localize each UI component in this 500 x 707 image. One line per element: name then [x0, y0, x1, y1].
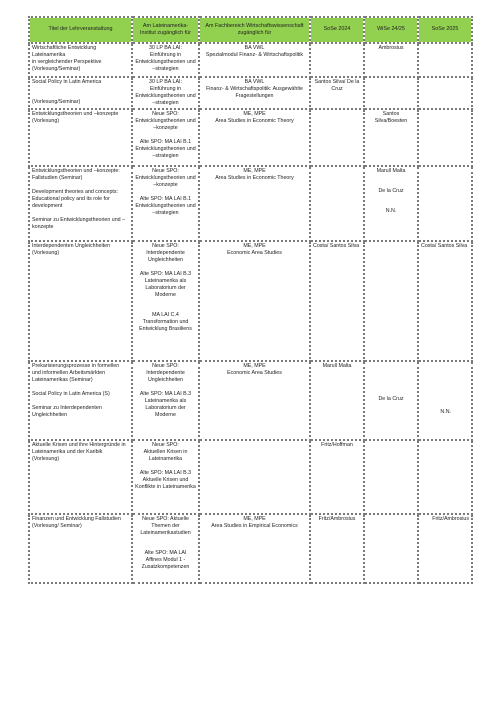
institute-line: MA LAI C.4	[152, 311, 179, 318]
course-title-cell	[29, 43, 132, 77]
course-title-line: (Vorlesung/Seminar)	[32, 65, 81, 72]
department-line: ME, MPE	[243, 362, 266, 369]
wise-24-25-cell	[364, 166, 418, 241]
course-title-cell	[29, 77, 132, 109]
institute-cell	[132, 43, 199, 77]
wise-24-25-cell	[364, 514, 418, 583]
institute-line: Alte SPO: MA LAI B.1	[139, 138, 192, 145]
sose-2024-cell: Fritz/Ambrosius	[310, 514, 364, 583]
course-title-cell	[29, 361, 132, 440]
institute-line: Entwicklungstheorien und –strategien	[135, 202, 196, 216]
institute-line: Aktuelle Krisen und Konflikte in Lateinamerika	[135, 476, 196, 490]
sose-2025-cell	[418, 361, 472, 440]
sose-2025-cell	[418, 166, 472, 241]
wise-24-25-cell: Santos Silva/Boesten	[364, 109, 418, 166]
institute-line: Entwicklungstheorien und –strategien	[135, 145, 196, 159]
wise-24-25-cell: Ambrosius	[364, 43, 418, 77]
sose-2024-cell	[310, 166, 364, 241]
wise-24-25-cell	[364, 77, 418, 109]
institute-line: Alte SPO: MA LAI B.3	[139, 270, 192, 277]
institute-cell	[132, 440, 199, 514]
institute-line: Alte SPO: MA LAI B.3	[139, 469, 192, 476]
department-line: BA VWL	[244, 79, 265, 85]
institute-line: Interdependente Ungleichheiten	[146, 369, 185, 383]
institute-cell	[132, 361, 199, 440]
lecturer-line: N.N.	[440, 408, 451, 415]
course-title-line: Aktuelle Krisen und ihre Hintergründe in Lateinamerika und der Karibik (Vorlesung)	[32, 441, 126, 462]
institute-cell	[132, 77, 199, 109]
course-title-line: in vergleichender Perspektive	[32, 58, 102, 65]
lecturer-line: Marull Malta	[376, 167, 406, 174]
department-line: Economic Area Studies	[227, 249, 282, 256]
course-title-line: Entwicklungstheorien und –konzepte: Fallstudien (Seminar)	[32, 167, 120, 181]
lecturer-line: De la Cruz	[378, 187, 404, 194]
institute-line: Lateinamerika als Laboratorium der Moderne	[144, 277, 187, 298]
department-line: Area Studies in Economic Theory	[215, 117, 294, 124]
table-row	[29, 440, 472, 514]
wise-24-25-cell	[364, 361, 418, 440]
institute-line: Neue SPO: Aktuelle Themen der Lateinamerikastudien	[140, 515, 191, 536]
institute-line: Neue SPO:	[152, 167, 179, 174]
course-title-line: Development theories and concepts: Educational policy and its role for development	[32, 188, 118, 209]
department-cell	[199, 361, 310, 440]
table-row	[29, 109, 472, 166]
department-cell	[199, 166, 310, 241]
institute-line: Lateinamerika als Laboratorium der Moderne	[144, 397, 187, 418]
course-title-cell	[29, 166, 132, 241]
course-title-line: (Vorlesung/Seminar)	[32, 98, 81, 105]
course-title-line: Wirtschaftliche Entwicklung Lateinamerika	[32, 45, 97, 58]
institute-line: Neue SPO:	[152, 362, 179, 369]
course-title-line: Seminar zu Interdependenten Ungleichheiten	[32, 404, 102, 418]
department-line: Spezialmodul Finanz- & Wirtschaftspolitik	[205, 51, 304, 58]
institute-line: 30 LP BA LAI:	[149, 79, 182, 85]
sose-2024-cell	[310, 109, 364, 166]
institute-cell	[132, 514, 199, 583]
sose-2024-cell	[310, 43, 364, 77]
header-title: Titel der Lehrveranstaltung	[29, 17, 132, 43]
table-row	[29, 77, 472, 109]
course-title-cell	[29, 514, 132, 583]
department-line: BA VWL	[244, 45, 265, 51]
course-title-cell	[29, 109, 132, 166]
institute-line: Einführung in Entwicklungstheorien und –strategien	[135, 51, 196, 72]
table-row	[29, 43, 472, 77]
course-table	[28, 16, 473, 584]
wise-24-25-cell	[364, 241, 418, 361]
institute-line: 30 LP BA LAI:	[149, 45, 182, 51]
department-line: Economic Area Studies	[227, 369, 282, 376]
institute-cell	[132, 109, 199, 166]
department-line: ME, MPE	[243, 167, 266, 174]
sose-2025-cell	[418, 77, 472, 109]
header-sose-2025: SoSe 2025	[418, 17, 472, 43]
sose-2024-cell: Fritz/Hoffman	[310, 440, 364, 514]
table-row	[29, 514, 472, 583]
course-title-cell	[29, 241, 132, 361]
department-line: Finanz- & Wirtschaftspolitik: Ausgewählte Fragestellungen	[206, 85, 303, 99]
sose-2025-cell	[418, 440, 472, 514]
sose-2024-cell: Santos Silva/ De la Cruz	[310, 77, 364, 109]
institute-line: Alte SPO: MA LAI B.3	[139, 390, 192, 397]
department-cell	[199, 440, 310, 514]
institute-line: Einführung in Entwicklungstheorien und –strategien	[135, 85, 196, 106]
table-row	[29, 166, 472, 241]
lecturer-line: N.N.	[385, 207, 397, 214]
department-line: ME, MPE	[243, 110, 266, 117]
institute-line: Neue SPO:	[152, 110, 179, 117]
sose-2024-cell: Marull Malta	[310, 361, 364, 440]
table-row	[29, 241, 472, 361]
sose-2025-cell: Costa/ Santos Silva	[418, 241, 472, 361]
department-line: ME, MPE	[243, 242, 266, 249]
course-title-cell	[29, 440, 132, 514]
department-cell	[199, 241, 310, 361]
sose-2025-cell	[418, 43, 472, 77]
sose-2025-cell	[418, 109, 472, 166]
institute-cell	[132, 166, 199, 241]
wise-24-25-cell	[364, 440, 418, 514]
department-line: Area Studies in Empirical Economics	[211, 522, 298, 529]
department-cell	[199, 109, 310, 166]
department-line: Area Studies in Economic Theory	[215, 174, 294, 181]
institute-line: Transformation und Entwicklung Brasiliens	[139, 318, 192, 332]
course-title-line: Entwicklungstheorien und –konzepte	[32, 110, 119, 117]
department-cell	[199, 43, 310, 77]
table-row	[29, 361, 472, 440]
institute-cell	[132, 241, 199, 361]
institute-line: Aktuellen Krisen in Lateinamerika	[143, 448, 188, 462]
department-cell	[199, 514, 310, 583]
department-line: ME, MPE	[243, 515, 266, 522]
lecturer-line: De la Cruz	[378, 395, 404, 402]
institute-line: Alte SPO: MA LAI	[144, 549, 187, 556]
department-cell	[199, 77, 310, 109]
institute-line: Entwicklungstheorien und –konzepte	[135, 174, 196, 188]
institute-line: Alte SPO: MA LAI B.1	[139, 195, 192, 202]
header-sose-2024: SoSe 2024	[310, 17, 364, 43]
header-wise-24-25: WiSe 24/25	[364, 17, 418, 43]
course-title-line: Prekarisierungsprozesse in formellen und informellen Arbeitsmärkten Lateinamerikas (Seminar)	[32, 362, 120, 383]
course-title-line: (Vorlesung)	[32, 249, 60, 256]
institute-line: Neue SPO:	[152, 242, 179, 249]
institute-line: Interdependente Ungleichheiten	[146, 249, 185, 263]
header-institute: Am Lateinamerika-Institut zugänglich für	[132, 17, 199, 43]
institute-line: Entwicklungstheorien und –konzepte	[135, 117, 196, 131]
course-title-line: Interdependenten Ungleichheiten	[32, 242, 111, 249]
institute-line: Neue SPO:	[152, 441, 179, 448]
sose-2024-cell: Costa/ Santos Silva	[310, 241, 364, 361]
header-row	[29, 17, 472, 43]
course-title-line: Finanzen und Entwicklung Fallstudien (Vorlesung/ Seminar)	[32, 515, 121, 529]
course-title-line: Social Policy in Latin America	[32, 79, 102, 85]
header-department: Am Fachbereich Wirtschaftswissenschaft zugänglich für	[199, 17, 310, 43]
course-title-line: (Vorlesung)	[32, 117, 60, 124]
course-title-line: Social Policy in Latin America (S)	[32, 390, 110, 397]
institute-line: Affines Modul 1 - Zusatzkompetenzen	[141, 556, 190, 570]
sose-2025-cell: Fritz/Ambrosius	[418, 514, 472, 583]
course-title-line: Seminar zu Entwicklungstheorien und –konzepte	[32, 216, 126, 230]
